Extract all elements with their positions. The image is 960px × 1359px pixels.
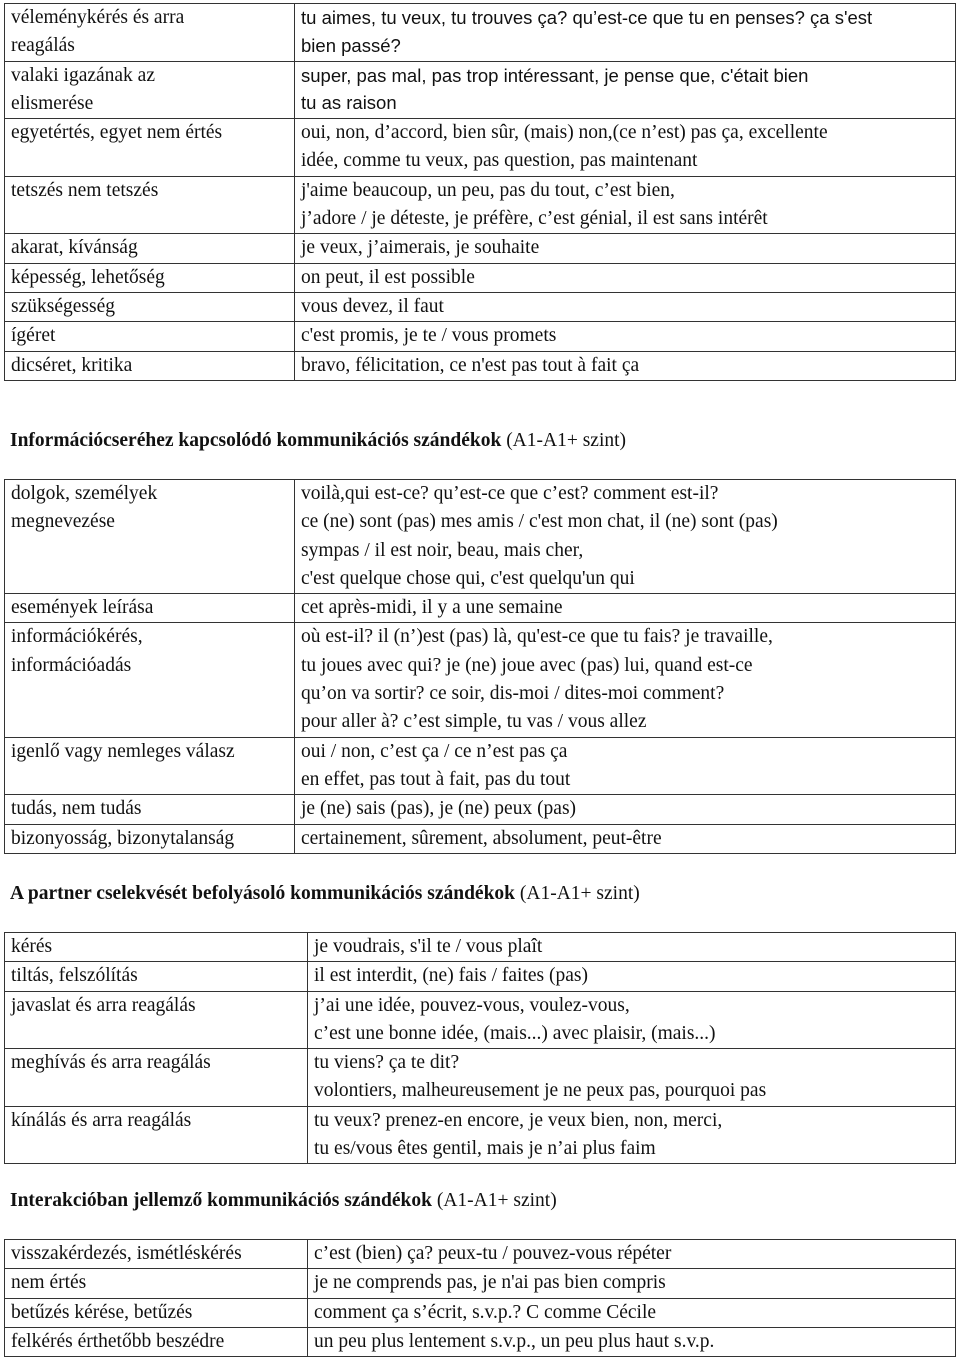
table-row xyxy=(5,351,956,380)
intent-text: kínálás és arra reagálás xyxy=(11,1109,192,1131)
expression-text: super, pas mal, pas trop intéressant, je pense que, c'était bien xyxy=(301,64,809,86)
expression-text: tu joues avec qui? je (ne) joue avec (pas) lui, quand est-ce xyxy=(301,654,753,676)
expression-text: c'est promis, je te / vous promets xyxy=(301,325,557,347)
table-row xyxy=(5,623,956,737)
expression-text: qu’on va sortir? ce soir, dis-moi / dites-moi comment? xyxy=(301,683,725,705)
intent-cell xyxy=(5,263,295,292)
intent-text: információadás xyxy=(11,654,132,676)
intent-cell xyxy=(5,1327,308,1356)
expressions-cell xyxy=(295,824,956,853)
expressions-cell xyxy=(295,737,956,795)
intent-cell xyxy=(5,119,295,177)
table-row xyxy=(5,991,956,1049)
intent-text: kérés xyxy=(11,936,53,957)
table-row xyxy=(5,292,956,321)
expressions-cell xyxy=(295,351,956,380)
expressions-cell xyxy=(308,1327,956,1356)
expression-text: tu viens? ça te dit? xyxy=(314,1052,460,1074)
intent-cell xyxy=(5,594,295,623)
expressions-cell xyxy=(308,1106,956,1164)
expressions-cell xyxy=(295,292,956,321)
table-row xyxy=(5,234,956,263)
expression-text: tu aimes, tu veux, tu trouves ça? qu’est-ce que tu en penses? ça s'est xyxy=(301,7,873,28)
intent-cell xyxy=(5,351,295,380)
intent-text: akarat, kívánság xyxy=(11,237,138,259)
intent-cell xyxy=(5,4,295,62)
intent-cell xyxy=(5,1049,308,1107)
table-row xyxy=(5,1327,956,1356)
expressions-cell xyxy=(308,1049,956,1107)
expression-text: je (ne) sais (pas), je (ne) peux (pas) xyxy=(301,798,577,820)
intent-text: igenlő vagy nemleges válasz xyxy=(11,740,235,762)
intent-cell xyxy=(5,1298,308,1327)
intent-text: reagálás xyxy=(11,35,75,57)
intent-cell xyxy=(5,1269,308,1298)
intent-text: egyetértés, egyet nem értés xyxy=(11,122,223,144)
expression-text: c’est (bien) ça? peux-tu / pouvez-vous répéter xyxy=(314,1243,672,1264)
table-row xyxy=(5,176,956,234)
expression-text: j’adore / je déteste, je préfère, c’est génial, il est sans intérêt xyxy=(301,208,768,230)
section-heading-interaction: Interakcióban jellemző kommunikációs szándékok (A1-A1+ szint) xyxy=(10,1190,557,1211)
expression-table-information-exchange xyxy=(4,479,956,854)
expression-text: on peut, il est possible xyxy=(301,266,475,288)
expression-table-influencing-partner xyxy=(4,932,956,1164)
expressions-cell xyxy=(295,119,956,177)
expressions-cell xyxy=(308,1269,956,1298)
intent-cell xyxy=(5,1240,308,1269)
expression-text: je ne comprends pas, je n'ai pas bien compris xyxy=(314,1272,666,1294)
table-row xyxy=(5,480,956,594)
intent-cell xyxy=(5,1106,308,1164)
intent-text: információkérés, xyxy=(11,626,143,648)
table-row xyxy=(5,4,956,62)
intent-text: valaki igazának az xyxy=(11,64,155,86)
expressions-cell xyxy=(295,623,956,737)
expressions-cell xyxy=(308,1240,956,1269)
expression-text: j’ai une idée, pouvez-vous, voulez-vous, xyxy=(314,994,630,1016)
expression-text: volontiers, malheureusement je ne peux pas, pourquoi pas xyxy=(314,1080,767,1102)
expression-text: j'aime beaucoup, un peu, pas du tout, c’est bien, xyxy=(301,179,675,201)
intent-text: javaslat és arra reagálás xyxy=(11,994,196,1016)
table-row xyxy=(5,795,956,824)
intent-cell xyxy=(5,322,295,351)
expression-text: bien passé? xyxy=(301,34,401,56)
expression-text: pour aller à? c’est simple, tu vas / vous allez xyxy=(301,711,647,733)
intent-cell xyxy=(5,234,295,263)
table-row xyxy=(5,119,956,177)
intent-text: nem értés xyxy=(11,1272,87,1294)
expression-text: comment ça s’écrit, s.v.p.? C comme Cécile xyxy=(314,1301,657,1323)
intent-text: felkérés érthetőbb beszédre xyxy=(11,1330,225,1352)
expressions-cell xyxy=(295,594,956,623)
intent-cell xyxy=(5,991,308,1049)
expressions-cell xyxy=(295,176,956,234)
intent-cell xyxy=(5,61,295,119)
table-body xyxy=(5,480,956,854)
table-row xyxy=(5,737,956,795)
expressions-cell xyxy=(295,480,956,594)
table-row xyxy=(5,61,956,119)
intent-text: megnevezése xyxy=(11,511,115,533)
expression-text: il est interdit, (ne) fais / faites (pas) xyxy=(314,965,588,987)
table-row xyxy=(5,594,956,623)
intent-text: események leírása xyxy=(11,597,154,619)
expressions-cell xyxy=(295,322,956,351)
table-row xyxy=(5,1298,956,1327)
intent-text: bizonyosság, bizonytalanság xyxy=(11,827,235,849)
intent-text: véleménykérés és arra xyxy=(11,7,185,28)
expressions-cell xyxy=(295,263,956,292)
table-row xyxy=(5,1106,956,1164)
intent-cell xyxy=(5,737,295,795)
expressions-cell xyxy=(295,4,956,62)
intent-text: szükségesség xyxy=(11,295,115,317)
expression-table-interaction xyxy=(4,1239,956,1357)
expression-text: certainement, sûrement, absolument, peut-être xyxy=(301,827,662,849)
expression-text: sympas / il est noir, beau, mais cher, xyxy=(301,539,584,561)
expression-text: tu veux? prenez-en encore, je veux bien, non, merci, xyxy=(314,1109,723,1131)
expression-text: vous devez, il faut xyxy=(301,295,444,317)
expressions-cell xyxy=(295,61,956,119)
intent-text: elismerése xyxy=(11,92,94,114)
expression-text: c'est quelque chose qui, c'est quelqu'un qui xyxy=(301,567,635,589)
table-row xyxy=(5,1240,956,1269)
intent-cell xyxy=(5,480,295,594)
expression-text: où est-il? il (n’)est (pas) là, qu'est-ce que tu fais? je travaille, xyxy=(301,626,773,648)
section-heading-information-exchange: Információcseréhez kapcsolódó kommunikációs szándékok (A1-A1+ szint) xyxy=(10,430,627,451)
table-body xyxy=(5,933,956,1164)
table-row xyxy=(5,1049,956,1107)
expression-text: cet après-midi, il y a une semaine xyxy=(301,597,563,619)
table-body xyxy=(5,4,956,381)
intent-text: visszakérdezés, ismétléskérés xyxy=(11,1243,242,1264)
expression-text: idée, comme tu veux, pas question, pas maintenant xyxy=(301,150,698,172)
table-row xyxy=(5,322,956,351)
intent-cell xyxy=(5,962,308,991)
expressions-cell xyxy=(308,1298,956,1327)
intent-cell xyxy=(5,824,295,853)
table-row xyxy=(5,824,956,853)
expression-text: c’est une bonne idée, (mais...) avec plaisir, (mais...) xyxy=(314,1022,716,1044)
expression-text: bravo, félicitation, ce n'est pas tout à fait ça xyxy=(301,354,640,376)
intent-text: meghívás és arra reagálás xyxy=(11,1052,211,1074)
expression-text: oui, non, d’accord, bien sûr, (mais) non,(ce n’est) pas ça, excellente xyxy=(301,122,828,144)
intent-cell xyxy=(5,292,295,321)
expression-text: je veux, j’aimerais, je souhaite xyxy=(301,237,540,259)
expressions-cell xyxy=(295,234,956,263)
expression-text: tu es/vous êtes gentil, mais je n’ai plus faim xyxy=(314,1138,656,1160)
expression-text: un peu plus lentement s.v.p., un peu plus haut s.v.p. xyxy=(314,1330,715,1352)
expression-text: en effet, pas tout à fait, pas du tout xyxy=(301,768,571,790)
intent-text: dicséret, kritika xyxy=(11,354,133,376)
intent-text: tudás, nem tudás xyxy=(11,798,142,820)
expressions-cell xyxy=(295,795,956,824)
section-heading-influencing-partner: A partner cselekvését befolyásoló kommunikációs szándékok (A1-A1+ szint) xyxy=(10,883,640,904)
intent-cell xyxy=(5,176,295,234)
expression-text: ce (ne) sont (pas) mes amis / c'est mon chat, il (ne) sont (pas) xyxy=(301,511,778,533)
expression-text: tu as raison xyxy=(301,92,397,114)
table-row xyxy=(5,933,956,962)
table-row xyxy=(5,1269,956,1298)
intent-text: tetszés nem tetszés xyxy=(11,179,159,201)
expression-table-opinions xyxy=(4,3,956,381)
table-row xyxy=(5,263,956,292)
intent-cell xyxy=(5,795,295,824)
expressions-cell xyxy=(308,962,956,991)
expressions-cell xyxy=(308,933,956,962)
intent-cell xyxy=(5,623,295,737)
expressions-cell xyxy=(308,991,956,1049)
expression-text: voilà,qui est-ce? qu’est-ce que c’est? comment est-il? xyxy=(301,483,719,504)
expression-text: oui / non, c’est ça / ce n’est pas ça xyxy=(301,740,568,762)
intent-text: ígéret xyxy=(11,325,56,347)
intent-text: betűzés kérése, betűzés xyxy=(11,1301,193,1323)
intent-text: tiltás, felszólítás xyxy=(11,965,138,987)
table-body xyxy=(5,1240,956,1357)
intent-text: képesség, lehetőség xyxy=(11,266,165,288)
intent-text: dolgok, személyek xyxy=(11,483,158,504)
intent-cell xyxy=(5,933,308,962)
table-row xyxy=(5,962,956,991)
expression-text: je voudrais, s'il te / vous plaît xyxy=(314,936,543,957)
